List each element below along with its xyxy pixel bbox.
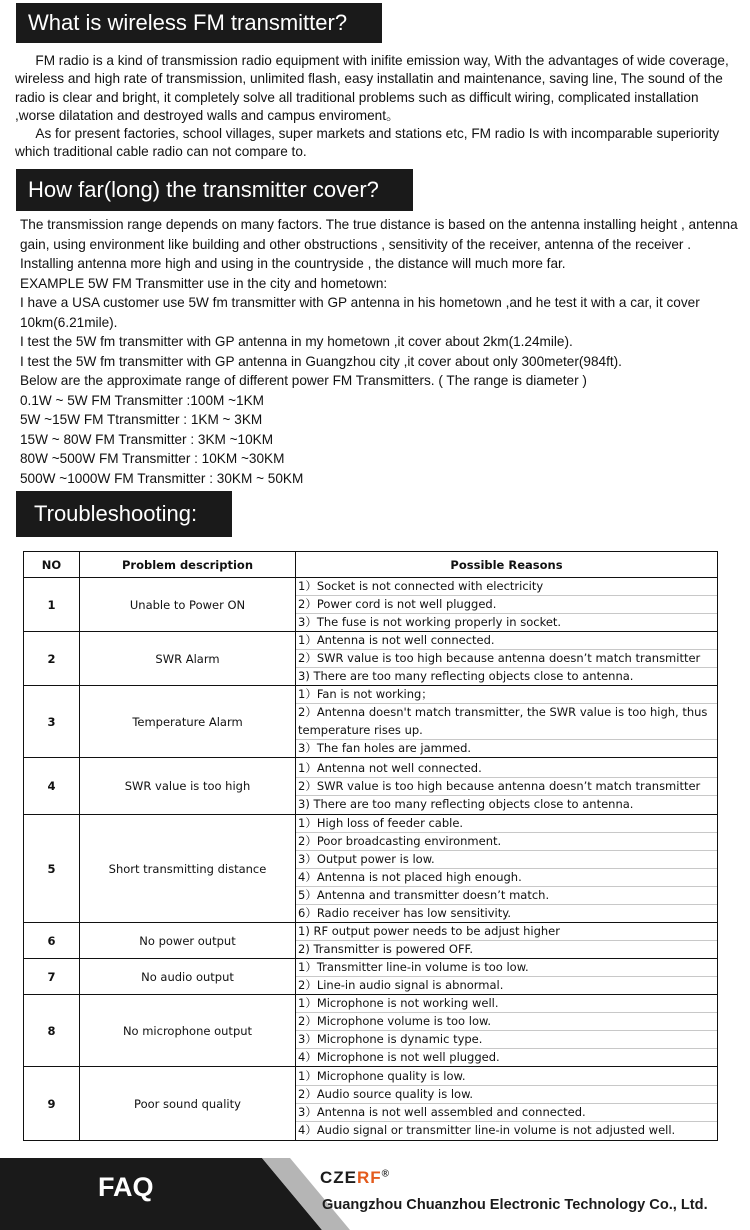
reason-item: 3）Output power is low.	[296, 851, 717, 869]
reason-item: 1）Antenna is not well connected.	[296, 632, 717, 650]
table-row	[24, 758, 718, 815]
possible-reasons	[296, 578, 718, 632]
reason-item: 2）Audio source quality is low.	[296, 1086, 717, 1104]
table-row	[24, 632, 718, 686]
reason-item: 1）Antenna not well connected.	[296, 760, 717, 778]
possible-reasons	[296, 1067, 718, 1141]
coverage-line: 0.1W ~ 5W FM Transmitter :100M ~1KM	[20, 392, 264, 408]
coverage-line: EXAMPLE 5W FM Transmitter use in the city and hometown:	[20, 275, 388, 291]
faq-label: FAQ	[98, 1172, 154, 1202]
reason-item: 6）Radio receiver has low sensitivity.	[298, 906, 512, 920]
heading-text: What is wireless FM transmitter?	[28, 10, 348, 35]
coverage-line: I test the 5W fm transmitter with GP antenna in Guangzhou city ,it cover about only 300meter(984ft).	[20, 353, 622, 369]
reason-item: 1）Transmitter line-in volume is too low.	[296, 959, 717, 977]
problem-description: No microphone output	[80, 995, 296, 1067]
reason-item: 3）Antenna is not well assembled and connected.	[296, 1104, 717, 1122]
reason-item: 2）Poor broadcasting environment.	[296, 833, 717, 851]
reason-item: 4）Microphone is not well plugged.	[298, 1050, 500, 1064]
column-header-reasons: Possible Reasons	[296, 552, 718, 578]
reason-item: 2）SWR value is too high because antenna doesn’t match transmitter	[296, 650, 717, 668]
table-row	[24, 1067, 718, 1141]
possible-reasons	[296, 686, 718, 758]
heading-text: Troubleshooting:	[34, 501, 198, 526]
reason-item: 4）Audio signal or transmitter line-in volume is not adjusted well.	[298, 1123, 676, 1137]
table-row	[24, 959, 718, 995]
row-number: 2	[24, 632, 80, 686]
coverage-line: Below are the approximate range of different power FM Transmitters. ( The range is diameter )	[20, 373, 587, 388]
problem-description: SWR Alarm	[80, 632, 296, 686]
intro-paragraph: As for present factories, school villages, super markets and stations etc, FM radio Is with incomparable superiority which traditional cable radio can not compare to.	[15, 126, 720, 160]
reason-item: 1) RF output power needs to be adjust higher	[296, 923, 717, 941]
coverage-line: 500W ~1000W FM Transmitter : 30KM ~ 50KM	[20, 470, 304, 486]
reason-item: 3）Microphone is dynamic type.	[296, 1031, 717, 1049]
heading-text: How far(long) the transmitter cover?	[28, 177, 379, 202]
problem-description: SWR value is too high	[80, 758, 296, 815]
section-heading-troubleshooting	[16, 491, 232, 537]
reason-item: 3）The fan holes are jammed.	[298, 741, 472, 755]
problem-description: No audio output	[80, 959, 296, 995]
coverage-line: The transmission range depends on many factors. The true distance is based on the antenna installing height , antenna gain, using environment like building and other obstructions , sensitivity of the receiver, antenna of the receiver . Installing antenna more high and using in the countryside , the distance will much more far.	[20, 217, 738, 271]
row-number: 5	[24, 815, 80, 923]
column-header-problem: Problem description	[80, 552, 296, 578]
reason-item: 1）Fan is not working；	[296, 686, 717, 704]
table-row	[24, 686, 718, 758]
coverage-text	[20, 215, 740, 488]
brand-logo-part2: RF	[357, 1168, 382, 1187]
troubleshooting-table	[23, 551, 718, 1141]
row-number: 3	[24, 686, 80, 758]
coverage-line: 5W ~15W FM Ttransmitter : 1KM ~ 3KM	[20, 412, 263, 427]
section-heading-what-is	[16, 3, 382, 43]
row-number: 8	[24, 995, 80, 1067]
column-header-no: NO	[24, 552, 80, 578]
reason-item: 1）Microphone quality is low.	[296, 1068, 717, 1086]
reason-item: 2）Microphone volume is too low.	[296, 1013, 717, 1031]
possible-reasons	[296, 959, 718, 995]
possible-reasons	[296, 758, 718, 815]
table-row	[24, 815, 718, 923]
problem-description: No power output	[80, 923, 296, 959]
reason-item: 3) There are too many reflecting objects close to antenna.	[298, 796, 634, 811]
intro-text	[15, 52, 735, 162]
table-row	[24, 578, 718, 632]
possible-reasons	[296, 995, 718, 1067]
possible-reasons	[296, 815, 718, 923]
row-number: 4	[24, 758, 80, 815]
problem-description: Poor sound quality	[80, 1067, 296, 1141]
reason-item: 5）Antenna and transmitter doesn’t match.	[296, 887, 717, 905]
possible-reasons	[296, 923, 718, 959]
row-number: 6	[24, 923, 80, 959]
reason-item: 3）The fuse is not working properly in socket.	[298, 615, 562, 629]
reason-item: 2）Line-in audio signal is abnormal.	[298, 978, 504, 992]
problem-description: Temperature Alarm	[80, 686, 296, 758]
table-row	[24, 995, 718, 1067]
brand-logo-part1: CZE	[320, 1168, 357, 1187]
possible-reasons	[296, 632, 718, 686]
company-name: Guangzhou Chuanzhou Electronic Technology Co., Ltd.	[322, 1197, 708, 1213]
table-row	[24, 923, 718, 959]
registered-mark: ®	[381, 1168, 391, 1180]
coverage-line: I have a USA customer use 5W fm transmitter with GP antenna in his hometown ,and he test it with a car, it cover 10km(6.21mile).	[20, 295, 700, 330]
reason-item: 2）SWR value is too high because antenna doesn’t match transmitter	[296, 778, 717, 796]
coverage-line: I test the 5W fm transmitter with GP antenna in my hometown ,it cover about 2km(1.24mile).	[20, 334, 573, 349]
reason-item: 1）High loss of feeder cable.	[296, 815, 717, 833]
row-number: 7	[24, 959, 80, 995]
brand-logo	[320, 1168, 390, 1188]
reason-item: 4）Antenna is not placed high enough.	[296, 869, 717, 887]
intro-paragraph: FM radio is a kind of transmission radio equipment with inifite emission way, With the advantages of wide coverage, wireless and high rate of transmission, unlimited flash, easy installatin and maintenance, saving line, The sound of the radio is clear and bright, it completely solve all traditional problems such as difficult wiring, complicated installation ,worse dilatation and destroyed walls and campus enviroment。	[15, 53, 729, 123]
table-header-row	[24, 552, 718, 578]
reason-item: 3) There are too many reflecting objects close to antenna.	[298, 669, 634, 683]
problem-description: Unable to Power ON	[80, 578, 296, 632]
row-number: 9	[24, 1067, 80, 1141]
reason-item: 2) Transmitter is powered OFF.	[298, 942, 473, 956]
coverage-line: 15W ~ 80W FM Transmitter : 3KM ~10KM	[20, 431, 274, 447]
problem-description: Short transmitting distance	[80, 815, 296, 923]
row-number: 1	[24, 578, 80, 632]
reason-item: 2）Power cord is not well plugged.	[296, 596, 717, 614]
coverage-line: 80W ~500W FM Transmitter : 10KM ~30KM	[20, 451, 285, 466]
reason-item: 1）Socket is not connected with electricity	[296, 578, 717, 596]
reason-item: 1）Microphone is not working well.	[296, 995, 717, 1013]
section-heading-coverage	[16, 169, 413, 211]
reason-item: 2）Antenna doesn't match transmitter, the SWR value is too high, thus temperature rises up.	[296, 704, 717, 740]
